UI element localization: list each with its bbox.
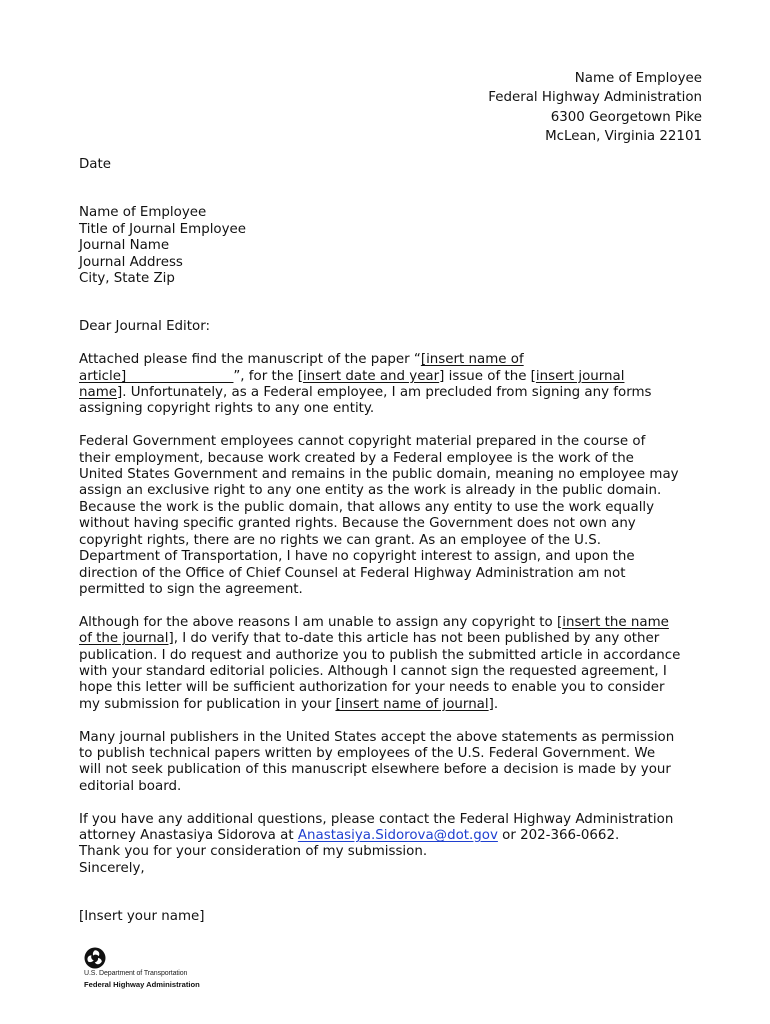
paragraph-line: without having specific granted rights. Because the Government does not own any: [79, 516, 636, 532]
attorney-email-link[interactable]: Anastasiya.Sidorova@dot.gov: [297, 827, 498, 843]
placeholder-article-name-cont: article]________________: [79, 368, 234, 384]
placeholder-journal-name-cont: of the journal: [79, 631, 169, 647]
paragraph-line: publication. I do request and authorize you to publish the submitted article in accordance: [79, 647, 681, 663]
paragraph-authorization: [79, 615, 707, 713]
paragraph-line: Although for the above reasons I am unable to assign any copyright to [insert the name: [79, 614, 669, 630]
paragraph-line: to publish technical papers written by employees of the U.S. Federal Government. We: [79, 745, 656, 761]
paragraph-line: my submission for publication in your [insert name of journal].: [79, 696, 499, 712]
dot-triskelion-icon: [84, 947, 106, 969]
sender-agency: Federal Highway Administration: [488, 90, 702, 106]
paragraph-line: Thank you for your consideration of my submission.: [79, 844, 428, 860]
sender-city: McLean, Virginia 22101: [545, 128, 702, 144]
paragraph-contact: [79, 812, 707, 878]
paragraph-line: United States Government and remains in the public domain, meaning no employee may: [79, 467, 679, 483]
placeholder-article-name: [insert name of: [420, 352, 524, 368]
placeholder-journal-name: insert journal: [535, 368, 625, 384]
paragraph-line: attorney Anastasiya Sidorova at Anastasiya.Sidorova@dot.gov or 202-366-0662.: [79, 827, 620, 843]
placeholder-journal-name-cont: name: [79, 385, 117, 401]
recipient-city: City, State Zip: [79, 271, 175, 287]
paragraph-line: with your standard editorial policies. Although I cannot sign the requested agreement, I: [79, 663, 667, 679]
placeholder-date-year: insert date and year: [302, 368, 440, 384]
paragraph-publishers: [79, 730, 707, 796]
letter-date: Date: [79, 157, 112, 172]
logo-department-text: U.S. Department of Transportation: [84, 970, 188, 977]
paragraph-line: Many journal publishers in the United States accept the above statements as permission: [79, 729, 675, 745]
paragraph-manuscript: [79, 352, 707, 418]
paragraph-line: permitted to sign the agreement.: [79, 581, 303, 597]
paragraph-line: Department of Transportation, I have no copyright interest to assign, and upon the: [79, 549, 635, 565]
placeholder-journal-name: insert the name: [562, 614, 669, 630]
paragraph-line: will not seek publication of this manuscript elsewhere before a decision is made by your: [79, 762, 671, 778]
recipient-title: Title of Journal Employee: [79, 221, 247, 237]
recipient-address-block: [79, 205, 707, 287]
paragraph-line: Because the work is the public domain, that allows any entity to use the work equally: [79, 499, 655, 515]
recipient-address: Journal Address: [79, 254, 183, 270]
paragraph-line: copyright rights, there are no rights we can grant. As an employee of the U.S.: [79, 532, 601, 548]
signature-placeholder: [Insert your name]: [79, 909, 205, 925]
paragraph-line: name]. Unfortunately, as a Federal employee, I am precluded from signing any forms: [79, 385, 652, 401]
paragraph-line: editorial board.: [79, 778, 182, 794]
sender-name: Name of Employee: [574, 71, 702, 86]
paragraph-copyright: [79, 434, 707, 598]
sender-street: 6300 Georgetown Pike: [550, 109, 702, 125]
salutation: Dear Journal Editor:: [79, 319, 210, 335]
paragraph-line: hope this letter will be sufficient authorization for your needs to enable you to consider: [79, 680, 665, 696]
recipient-name: Name of Employee: [79, 205, 207, 221]
paragraph-line: Federal Government employees cannot copyright material prepared in the course of: [79, 434, 646, 450]
placeholder-journal-name: [insert name of journal: [335, 696, 489, 712]
paragraph-line: Attached please find the manuscript of the paper “[insert name of: [79, 352, 524, 368]
paragraph-line: article]________________”, for the [insert date and year] issue of the [insert journal: [79, 368, 625, 384]
paragraph-line: their employment, because work created by a Federal employee is the work of the: [79, 450, 634, 466]
paragraph-line: of the journal], I do verify that to-date this article has not been published by any other: [79, 631, 660, 647]
logo-agency-text: Federal Highway Administration: [84, 980, 200, 989]
recipient-journal: Journal Name: [79, 238, 170, 254]
sender-address-block: [488, 69, 702, 146]
paragraph-line: If you have any additional questions, please contact the Federal Highway Administration: [79, 811, 674, 827]
letter-body: [79, 157, 707, 926]
dot-fhwa-logo: [84, 947, 214, 995]
paragraph-line: assign an exclusive right to any one entity as the work is already in the public domain.: [79, 483, 662, 499]
paragraph-line: assigning copyright rights to any one entity.: [79, 401, 375, 417]
closing: Sincerely,: [79, 860, 145, 876]
paragraph-line: direction of the Office of Chief Counsel at Federal Highway Administration am not: [79, 565, 626, 581]
